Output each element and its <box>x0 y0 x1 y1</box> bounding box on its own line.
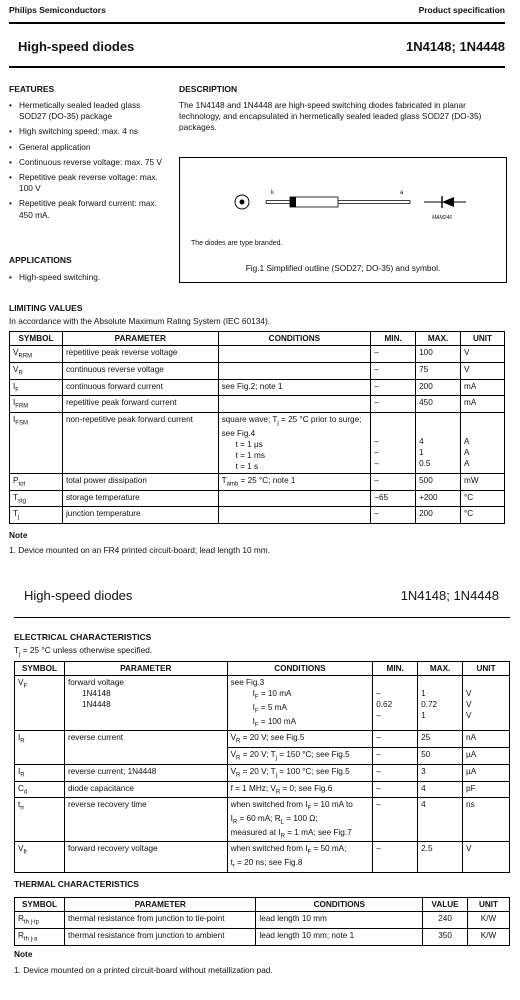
cond-text: t <box>230 858 233 868</box>
table-row <box>10 346 505 363</box>
min-val: – <box>374 448 379 458</box>
electrical-table <box>14 661 510 873</box>
table-row <box>15 928 510 945</box>
min: – <box>373 781 418 798</box>
feature-item: • General application <box>9 142 164 153</box>
min-val: – <box>374 437 379 447</box>
sub-text: = 25 °C unless otherwise specified. <box>20 645 153 655</box>
symbol-sub: tot <box>18 481 26 488</box>
min: – <box>373 748 418 765</box>
symbol: I <box>13 398 16 408</box>
min: – <box>371 379 416 396</box>
min: −65 <box>371 490 416 507</box>
max: 4 <box>418 781 463 798</box>
feature-item: • Repetitive peak forward current: max. 450 mA. <box>9 198 164 220</box>
col-header: UNIT <box>468 898 510 912</box>
col-header: MIN. <box>371 332 416 346</box>
page2-parts: 1N4148; 1N4448 <box>400 588 499 603</box>
symbol: V <box>18 844 24 854</box>
cond-sub: j <box>275 755 277 762</box>
max: 200 <box>416 379 461 396</box>
parameter: reverse current <box>64 731 227 764</box>
min-val: 0.62 <box>376 700 393 710</box>
cond-text: V <box>230 750 237 760</box>
cond-line: t = 1 s <box>235 461 259 471</box>
min: – <box>373 798 418 842</box>
min <box>373 676 418 731</box>
conditions <box>218 490 371 507</box>
col-header: UNIT <box>461 332 505 346</box>
application-item: • High-speed switching. <box>9 272 169 283</box>
limiting-note-heading: Note <box>9 530 28 540</box>
col-header: SYMBOL <box>15 898 65 912</box>
cond-line <box>231 813 370 827</box>
conditions: lead length 10 mm <box>256 912 423 929</box>
unit <box>461 413 505 474</box>
symbol: I <box>18 766 21 776</box>
min: – <box>371 362 416 379</box>
symbol: P <box>13 475 19 485</box>
cond-line <box>231 716 370 730</box>
figure-code: MAM246 <box>432 215 453 221</box>
parameter: repetitive peak forward current <box>62 396 218 413</box>
unit-val: V <box>466 711 472 721</box>
unit-val: V <box>466 700 472 710</box>
symbol-sub: stg <box>18 498 27 505</box>
max-val: 4 <box>419 437 424 447</box>
unit: mA <box>461 396 505 413</box>
table-header-row <box>15 662 510 676</box>
value: 240 <box>423 912 468 929</box>
cond-text: = 100 °C; see Fig.5 <box>277 766 350 776</box>
conditions <box>218 362 371 379</box>
max: 3 <box>418 764 463 781</box>
symbol: R <box>18 930 24 940</box>
cond-text: V <box>230 766 237 776</box>
parameter: continuous forward current <box>62 379 218 396</box>
cond-sub: r <box>232 863 235 870</box>
parameter: repetitive peak reverse voltage <box>62 346 218 363</box>
page-title: High-speed diodes <box>18 39 135 54</box>
symbol: R <box>18 914 24 924</box>
title-rule <box>9 66 505 68</box>
col-header: VALUE <box>423 898 468 912</box>
thermal-note-heading: Note <box>14 949 33 959</box>
symbol: I <box>13 415 16 424</box>
limiting-note: 1. Device mounted on an FR4 printed circuit-board; lead length 10 mm. <box>9 545 271 555</box>
limiting-subheading: In accordance with the Absolute Maximum Rating System (IEC 60134). <box>9 316 271 326</box>
table-row <box>10 379 505 396</box>
max-val: 1 <box>421 689 426 699</box>
unit: mA <box>461 379 505 396</box>
cond-sub: F <box>307 850 312 857</box>
cond-sub: j <box>275 772 277 779</box>
symbol: I <box>13 381 16 391</box>
symbol-sub: th j-tp <box>23 919 39 926</box>
cond-text: I <box>230 814 233 823</box>
unit <box>463 676 510 731</box>
cond-text: I <box>252 689 255 699</box>
cond-text: = 150 °C; see Fig.5 <box>277 750 350 760</box>
min: – <box>373 731 418 748</box>
symbol: I <box>18 733 21 743</box>
thermal-table <box>14 897 510 946</box>
max: 25 <box>418 731 463 748</box>
min: – <box>371 396 416 413</box>
max: +200 <box>416 490 461 507</box>
cond-text: T <box>221 475 227 485</box>
max <box>416 413 461 474</box>
conditions <box>218 346 371 363</box>
conditions <box>218 507 371 524</box>
doc-type: Product specification <box>418 5 505 15</box>
cond-text: I <box>252 716 255 726</box>
symbol-sub: d <box>23 789 28 796</box>
cond-line <box>231 688 370 702</box>
cathode-band <box>290 197 296 207</box>
parameter: reverse current; 1N4448 <box>64 764 227 781</box>
parameter: storage temperature <box>62 490 218 507</box>
cond-text: = 20 V; T <box>240 750 276 760</box>
parameter: continuous reverse voltage <box>62 362 218 379</box>
feature-item: • Hermetically sealed leaded glass SOD27 (DO-35) package <box>9 100 164 122</box>
cond-line <box>231 827 370 841</box>
cond-line <box>231 857 370 871</box>
conditions <box>227 781 373 798</box>
cond-text: when switched from I <box>230 800 308 810</box>
parameter: diode capacitance <box>64 781 227 798</box>
cond-sub: F <box>307 805 312 812</box>
cond-text: = 20 V; see Fig.5 <box>240 733 305 743</box>
cond-sub: j <box>277 420 279 427</box>
col-header: UNIT <box>463 662 510 676</box>
cond-text: = 1 mA; see Fig.7 <box>284 827 352 837</box>
symbol-sub: F <box>15 387 19 394</box>
col-header: PARAMETER <box>62 332 218 346</box>
col-header: MAX. <box>418 662 463 676</box>
unit-val: V <box>466 689 472 699</box>
conditions <box>227 676 373 731</box>
parameter: forward recovery voltage <box>64 842 227 872</box>
max-val: 0.72 <box>421 700 438 710</box>
cond-text: = 100 mA <box>258 716 297 726</box>
table-header-row <box>15 898 510 912</box>
cond-text: = 60 mA; R <box>237 814 281 823</box>
unit: K/W <box>468 928 510 945</box>
diode-body <box>290 197 338 207</box>
table-row <box>15 912 510 929</box>
symbol: V <box>18 678 24 688</box>
cond-line: t = 1 µs <box>235 439 263 449</box>
applications-heading: APPLICATIONS <box>9 255 72 265</box>
table-row <box>10 396 505 413</box>
symbol-sub: th j-a <box>23 936 38 943</box>
cond-text: = 100 Ω; <box>284 814 318 823</box>
cond-sub: F <box>254 722 259 729</box>
symbol-sub: j <box>18 515 20 522</box>
conditions <box>227 731 373 748</box>
parameter: reverse recovery time <box>64 798 227 842</box>
conditions <box>227 748 373 765</box>
company-name: Philips Semiconductors <box>9 5 106 15</box>
parameter: junction temperature <box>62 507 218 524</box>
cond-text: when switched from I <box>230 844 308 854</box>
max: 75 <box>416 362 461 379</box>
cond-text: = 0; see Fig.6 <box>280 783 333 793</box>
table-header-row <box>10 332 505 346</box>
parameter: thermal resistance from junction to tie-point <box>64 912 256 929</box>
symbol-sub: FRM <box>15 403 29 410</box>
figure-branding: The diodes are type branded. <box>191 240 283 247</box>
sub-text: T <box>14 645 20 655</box>
feature-item: • Continuous reverse voltage: max. 75 V <box>9 157 164 168</box>
cond-sub: F <box>254 708 259 715</box>
unit-val: A <box>464 459 470 469</box>
page2-title: High-speed diodes <box>24 588 133 603</box>
thermal-heading: THERMAL CHARACTERISTICS <box>14 879 139 889</box>
symbol-sub: RRM <box>18 353 33 360</box>
value: 350 <box>423 928 468 945</box>
max-val: 1 <box>419 448 424 458</box>
min: – <box>371 473 416 490</box>
header-rule <box>9 22 505 24</box>
col-header: SYMBOL <box>10 332 63 346</box>
symbol-sub: R <box>20 772 25 779</box>
unit: K/W <box>468 912 510 929</box>
conditions: see Fig.2; note 1 <box>218 379 371 396</box>
feature-item: • Repetitive peak reverse voltage: max. 100 V <box>9 172 164 194</box>
cond-sub: R <box>236 738 241 745</box>
symbol: V <box>13 364 19 374</box>
page2-rule <box>14 617 510 618</box>
features-list <box>9 100 164 225</box>
limiting-table <box>9 331 505 524</box>
electrical-heading: ELECTRICAL CHARACTERISTICS <box>14 632 152 642</box>
cond-sub: R <box>236 755 241 762</box>
symbol: T <box>13 509 19 519</box>
table-row <box>15 842 510 872</box>
conditions: lead length 10 mm; note 1 <box>256 928 423 945</box>
parameter: non-repetitive peak forward current <box>62 413 218 474</box>
cond-text: I <box>252 702 255 712</box>
label-a: a <box>400 190 404 196</box>
sub-text-sub: j <box>19 651 21 658</box>
parameter: total power dissipation <box>62 473 218 490</box>
param-line: 1N4148 <box>81 689 111 699</box>
figure-box <box>179 157 507 283</box>
max: 2.5 <box>418 842 463 872</box>
symbol-sub: FSM <box>15 420 28 427</box>
max: 450 <box>416 396 461 413</box>
unit: °C <box>461 490 505 507</box>
symbol-sub: R <box>18 370 23 377</box>
col-header: MIN. <box>373 662 418 676</box>
col-header: SYMBOL <box>15 662 65 676</box>
max: 4 <box>418 798 463 842</box>
part-numbers: 1N4148; 1N4448 <box>405 39 505 54</box>
symbol: T <box>13 492 19 502</box>
cond-text: = 25 °C; note 1 <box>238 475 296 485</box>
min-val: – <box>376 711 381 721</box>
symbol: t <box>18 800 21 810</box>
cond-sub: L <box>280 819 284 826</box>
symbol: V <box>13 348 19 358</box>
min-val: – <box>376 689 381 699</box>
min-val: – <box>374 459 379 469</box>
unit: ns <box>463 798 510 842</box>
parameter: thermal resistance from junction to ambient <box>64 928 256 945</box>
max-val: 1 <box>421 711 426 721</box>
cond-line <box>231 843 370 857</box>
cond-sub: amb <box>226 481 239 488</box>
table-row <box>15 731 510 748</box>
parameter <box>64 676 227 731</box>
limiting-heading: LIMITING VALUES <box>9 303 83 313</box>
max <box>418 676 463 731</box>
cond-line <box>231 702 370 716</box>
min <box>371 413 416 474</box>
description-text: The 1N4148 and 1N4448 are high-speed switching diodes fabricated in planar technology, and encapsulated in hermetically sealed leaded glass SOD27 (DO-35) packages. <box>179 100 482 133</box>
unit: V <box>461 346 505 363</box>
cond-text: = 20 ns; see Fig.8 <box>234 858 303 868</box>
unit-val: A <box>464 448 470 458</box>
table-row <box>10 362 505 379</box>
table-row <box>10 507 505 524</box>
cond-text: = 10 mA <box>258 689 292 699</box>
col-header: CONDITIONS <box>256 898 423 912</box>
min: – <box>371 346 416 363</box>
col-header: CONDITIONS <box>218 332 371 346</box>
unit: µA <box>463 748 510 765</box>
cond-sub: R <box>232 819 238 826</box>
max: 500 <box>416 473 461 490</box>
cond-text: see Fig.3 <box>230 678 265 688</box>
cond-text: V <box>230 733 237 743</box>
cond-text: measured at I <box>230 827 281 837</box>
applications-list <box>9 272 169 287</box>
table-row <box>15 764 510 781</box>
table-row <box>15 798 510 842</box>
unit: V <box>463 842 510 872</box>
cond-sub: F <box>254 694 259 701</box>
param-text: forward voltage <box>67 678 124 688</box>
symbol-sub: F <box>23 683 28 690</box>
col-header: CONDITIONS <box>227 662 373 676</box>
col-header: PARAMETER <box>64 898 256 912</box>
conditions <box>227 798 373 842</box>
electrical-subheading <box>14 645 152 659</box>
end-view-circle-inner <box>240 200 245 205</box>
table-row <box>10 473 505 490</box>
cond-text: = 10 mA to <box>311 800 353 810</box>
min: – <box>371 507 416 524</box>
cond-text: f = 1 MHz; V <box>230 783 276 793</box>
conditions <box>227 764 373 781</box>
label-k: k <box>271 190 274 196</box>
cond-text: = 50 mA; <box>311 844 347 854</box>
symbol: C <box>18 783 24 793</box>
cond-sub: R <box>275 789 281 796</box>
symbol-triangle <box>442 197 454 207</box>
table-row <box>15 781 510 798</box>
min: – <box>373 842 418 872</box>
max: 50 <box>418 748 463 765</box>
cond-text: square wave; T <box>221 415 278 424</box>
table-row <box>15 676 510 731</box>
param-line: 1N4448 <box>81 700 111 710</box>
max-val: 0.5 <box>419 459 431 469</box>
symbol-sub: fr <box>23 850 28 857</box>
table-row <box>10 490 505 507</box>
conditions <box>218 473 371 490</box>
conditions <box>227 842 373 872</box>
feature-item: • High switching speed: max. 4 ns <box>9 126 164 137</box>
description-heading: DESCRIPTION <box>179 84 238 94</box>
features-heading: FEATURES <box>9 84 55 94</box>
unit: mW <box>461 473 505 490</box>
col-header: PARAMETER <box>64 662 227 676</box>
unit: µA <box>463 764 510 781</box>
cond-sub: R <box>236 772 241 779</box>
cond-line <box>231 799 370 813</box>
max: 100 <box>416 346 461 363</box>
symbol-sub: rr <box>20 805 25 812</box>
unit: pF <box>463 781 510 798</box>
unit: °C <box>461 507 505 524</box>
min: – <box>373 764 418 781</box>
unit: nA <box>463 731 510 748</box>
table-row <box>10 413 505 474</box>
cond-text: = 20 V; T <box>240 766 276 776</box>
figure-caption: Fig.1 Simplified outline (SOD27; DO-35) and symbol. <box>245 263 441 273</box>
max: 200 <box>416 507 461 524</box>
cond-sub: R <box>280 833 285 840</box>
conditions <box>218 396 371 413</box>
conditions <box>218 413 371 474</box>
unit: V <box>461 362 505 379</box>
cond-text: = 5 mA <box>258 702 287 712</box>
col-header: MAX. <box>416 332 461 346</box>
cond-text: = 25 °C prior to surge; see Fig.4 <box>221 415 362 438</box>
thermal-note: 1. Device mounted on a printed circuit-board without metallization pad. <box>14 965 273 975</box>
unit-val: A <box>464 437 470 447</box>
symbol-sub: R <box>20 738 25 745</box>
cond-line: t = 1 ms <box>235 450 265 460</box>
